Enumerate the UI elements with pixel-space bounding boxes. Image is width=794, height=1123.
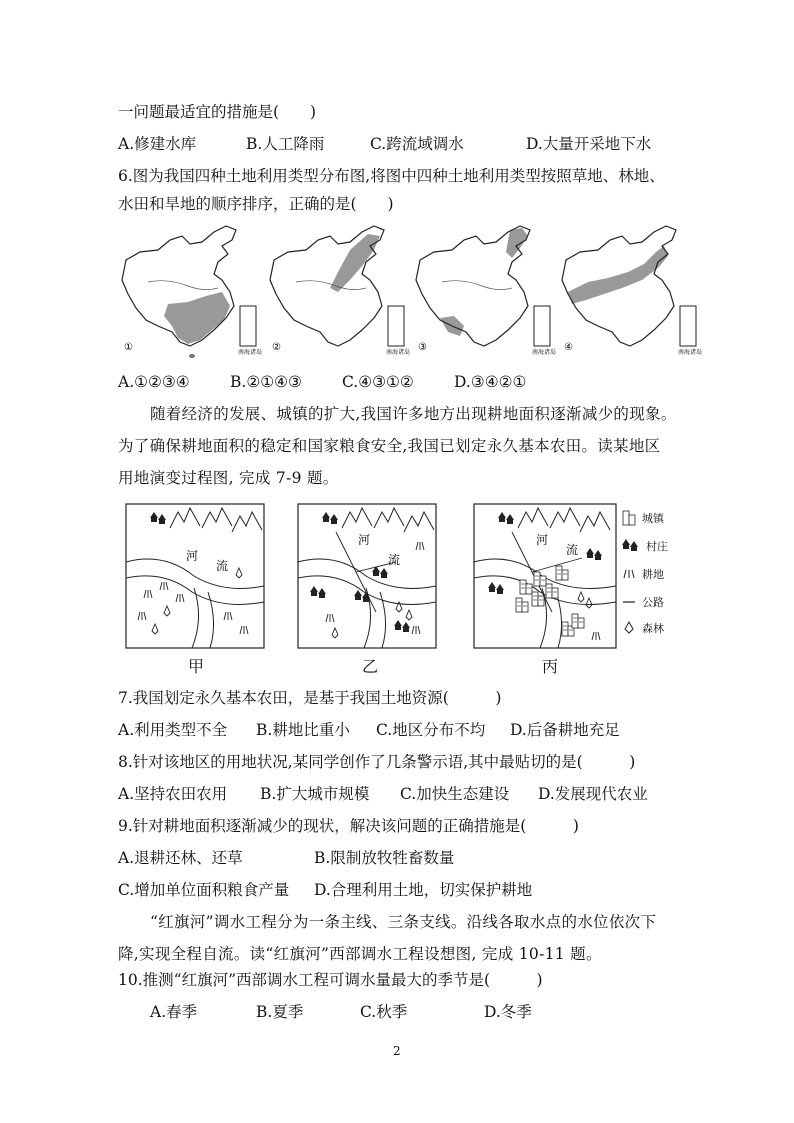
- passage1-line2: 为了确保耕地面积的稳定和国家粮食安全,我国已划定永久基本农田。读某地区: [118, 437, 661, 455]
- q5-option-a: A.修建水库: [118, 135, 197, 153]
- map-2-label: ②: [272, 342, 281, 353]
- q5-option-b: B.人工降雨: [246, 135, 325, 153]
- land-use-maps: [118, 222, 708, 362]
- passage1-line3: 用地演变过程图, 完成 7-9 题。: [118, 469, 339, 487]
- passage2-line1: “红旗河”调水工程分为一条主线、三条支线。沿线各取水点的水位依次下: [150, 913, 657, 931]
- map-2: [270, 226, 410, 356]
- road-icon: [622, 596, 636, 608]
- legend-farmland: [622, 566, 664, 582]
- panel-bing: [474, 504, 616, 648]
- map-1: [122, 226, 262, 358]
- q10-option-a: A.春季: [150, 1003, 198, 1021]
- panel-jia: [126, 504, 264, 648]
- q9-stem: 9.针对耕地面积逐渐减少的现状，解决该问题的正确措施是( ): [118, 817, 579, 835]
- panel-yi: [298, 504, 436, 648]
- q5-option-d: D.大量开采地下水: [526, 135, 652, 153]
- q5-stem-tail: 一问题最适宜的措施是( ): [118, 103, 317, 121]
- map-4-inset-label: 南海诸岛: [678, 349, 703, 356]
- map-3-label: ③: [418, 342, 427, 353]
- q7-option-b: B.耕地比重小: [256, 721, 350, 739]
- q6-stem-line1: 6.图为我国四种土地利用类型分布图,将图中四种土地利用类型按照草地、林地、: [118, 167, 665, 185]
- q10-option-c: C.秋季: [360, 1003, 408, 1021]
- q9-option-b: B.限制放牧牲畜数量: [314, 849, 455, 867]
- legend-road-label: 公路: [642, 596, 664, 609]
- q6-option-d: D.③④②①: [454, 373, 527, 391]
- legend-town-label: 城镇: [642, 512, 664, 525]
- map-1-inset-label: 南海诸岛: [238, 349, 263, 356]
- caption-bing: 丙: [542, 657, 559, 676]
- q10-option-b: B.夏季: [256, 1003, 304, 1021]
- legend-road: [622, 594, 664, 610]
- map-4-label: ④: [564, 342, 573, 353]
- q10-option-d: D.冬季: [484, 1003, 532, 1021]
- river-char-2: 流: [388, 553, 401, 567]
- land-use-evolution-figure: [124, 502, 618, 652]
- map-3: [416, 226, 556, 356]
- town-icon: [622, 510, 636, 526]
- caption-jia: 甲: [188, 657, 205, 676]
- legend-village-label: 村庄: [646, 540, 668, 553]
- legend-forest: [622, 620, 664, 636]
- river-char-2: 流: [216, 559, 229, 573]
- forest-icon: [622, 621, 636, 635]
- q6-stem-line2: 水田和旱地的顺序排序，正确的是( ): [118, 195, 394, 213]
- q8-option-b: B.扩大城市规模: [260, 785, 370, 803]
- river-char-1: 河: [358, 533, 371, 547]
- map-3-inset-label: 南海诸岛: [532, 349, 557, 356]
- map-4: [562, 226, 702, 356]
- river-char-1: 河: [186, 549, 199, 563]
- q7-option-c: C.地区分布不均: [376, 721, 486, 739]
- legend-farmland-label: 耕地: [642, 568, 664, 581]
- q8-stem: 8.针对该地区的用地状况,某同学创作了几条警示语,其中最贴切的是( ): [118, 753, 636, 771]
- q8-option-d: D.发展现代农业: [538, 785, 648, 803]
- q9-option-c: C.增加单位面积粮食产量: [118, 881, 290, 899]
- q6-option-a: A.①②③④: [118, 373, 190, 391]
- q7-option-a: A.利用类型不全: [118, 721, 228, 739]
- q6-option-c: C.④③①②: [342, 373, 414, 391]
- river-char-2: 流: [566, 543, 579, 557]
- q8-option-c: C.加快生态建设: [400, 785, 510, 803]
- river-char-1: 河: [536, 533, 549, 547]
- passage2-line2: 降,实现全程自流。读“红旗河”西部调水工程设想图, 完成 10-11 题。: [118, 945, 602, 963]
- passage1-line1: 随着经济的发展、城镇的扩大,我国许多地方出现耕地面积逐渐减少的现象。: [150, 405, 677, 423]
- legend-village: [622, 538, 668, 554]
- legend-forest-label: 森林: [642, 622, 664, 635]
- q7-stem: 7.我国划定永久基本农田，是基于我国土地资源( ): [118, 689, 502, 707]
- q6-option-b: B.②①④③: [230, 373, 302, 391]
- q9-option-d: D.合理利用土地，切实保护耕地: [314, 881, 533, 899]
- village-icon: [622, 539, 640, 553]
- map-1-label: ①: [124, 342, 133, 353]
- q10-stem: 10.推测“红旗河”西部调水工程可调水量最大的季节是( ): [118, 971, 543, 989]
- caption-yi: 乙: [362, 657, 379, 676]
- q7-option-d: D.后备耕地充足: [510, 721, 620, 739]
- legend-town: [622, 510, 664, 526]
- q5-option-c: C.跨流域调水: [370, 135, 464, 153]
- q8-option-a: A.坚持农田农用: [118, 785, 228, 803]
- q9-option-a: A.退耕还林、还草: [118, 849, 243, 867]
- page-number: 2: [393, 1044, 401, 1058]
- map-2-inset-label: 南海诸岛: [386, 349, 411, 356]
- farmland-icon: [622, 568, 636, 580]
